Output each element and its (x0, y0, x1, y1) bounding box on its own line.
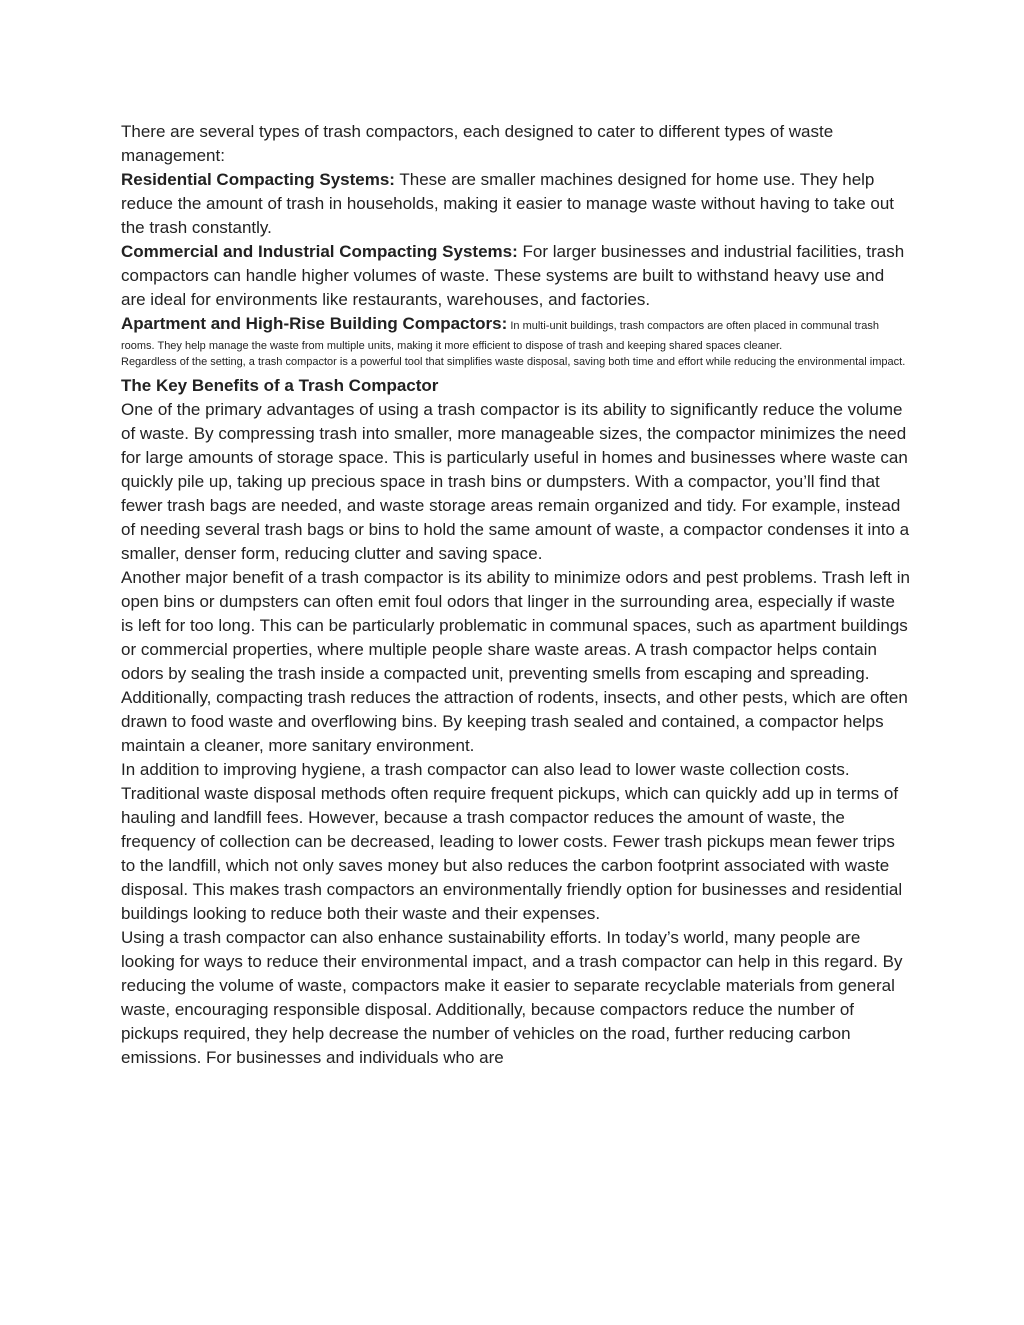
body-paragraph-1: One of the primary advantages of using a trash compactor is its ability to significantly reduce the volume of waste. By compressing trash into smaller, more manageable sizes, the compactor minimizes the need for large amounts of storage space. This is particularly useful in homes and businesses where waste can quickly pile up, taking up precious space in trash bins or dumpsters. With a compactor, you’ll find that fewer trash bags are needed, and waste storage areas remain organized and tidy. For example, instead of needing several trash bags or bins to hold the same amount of waste, a compactor condenses it into a smaller, denser form, reducing clutter and saving space. (121, 399, 910, 563)
body-paragraph-2: Another major benefit of a trash compactor is its ability to minimize odors and pest problems. Trash left in open bins or dumpsters can often emit foul odors that linger in the surrounding area, especially if waste is left for too long. This can be particularly problematic in communal spaces, such as apartment buildings or commercial properties, where multiple people share waste areas. A trash compactor helps contain odors by sealing the trash inside a compacted unit, preventing smells from escaping and spreading. Additionally, compacting trash reduces the attraction of rodents, insects, and other pests, which are often drawn to food waste and overflowing bins. By keeping trash sealed and contained, a compactor helps maintain a cleaner, more sanitary environment. (121, 567, 910, 755)
type-residential-title: Residential Compacting Systems: (121, 170, 395, 189)
type-commercial (121, 240, 911, 312)
type-apartment (121, 312, 911, 354)
type-apartment-text: In multi-unit buildings, trash compactors are often placed in communal trash rooms. They help manage the waste from multiple units, making it more efficient to dispose of trash and keeping shared spaces cleaner. (121, 320, 880, 352)
body-paragraph-4: Using a trash compactor can also enhance sustainability efforts. In today’s world, many people are looking for ways to reduce their environmental impact, and a trash compactor can help in this regard. By reducing the volume of waste, compactors make it easier to separate recyclable materials from general waste, encouraging responsible disposal. Additionally, because compactors reduce the number of pickups required, they help decrease the number of vehicles on the road, further reducing carbon emissions. For businesses and individuals who are (121, 927, 903, 1067)
type-apartment-title: Apartment and High-Rise Building Compactors: (121, 314, 508, 333)
type-commercial-text: For larger businesses and industrial facilities, trash compactors can handle higher volumes of waste. These systems are built to withstand heavy use and are ideal for environments like restaurants, warehouses, and factories. (121, 242, 905, 309)
intro-paragraph: There are several types of trash compactors, each designed to cater to different types of waste management: (121, 122, 834, 165)
type-commercial-title: Commercial and Industrial Compacting Systems: (121, 242, 518, 261)
type-residential-text: These are smaller machines designed for home use. They help reduce the amount of trash in households, making it easier to manage waste without having to take out the trash constantly. (121, 170, 895, 237)
regardless-paragraph: Regardless of the setting, a trash compactor is a powerful tool that simplifies waste disposal, saving both time and effort while reducing the environmental impact. (121, 356, 906, 368)
document-page (121, 120, 911, 1070)
type-residential (121, 168, 911, 240)
section-heading: The Key Benefits of a Trash Compactor (121, 375, 439, 395)
body-paragraph-3: In addition to improving hygiene, a trash compactor can also lead to lower waste collection costs. Traditional waste disposal methods often require frequent pickups, which can quickly add up in terms of hauling and landfill fees. However, because a trash compactor reduces the amount of waste, the frequency of collection can be decreased, leading to lower costs. Fewer trash pickups mean fewer trips to the landfill, which not only saves money but also reduces the carbon footprint associated with waste disposal. This makes trash compactors an environmentally friendly option for businesses and residential buildings looking to reduce both their waste and their expenses. (121, 759, 903, 923)
